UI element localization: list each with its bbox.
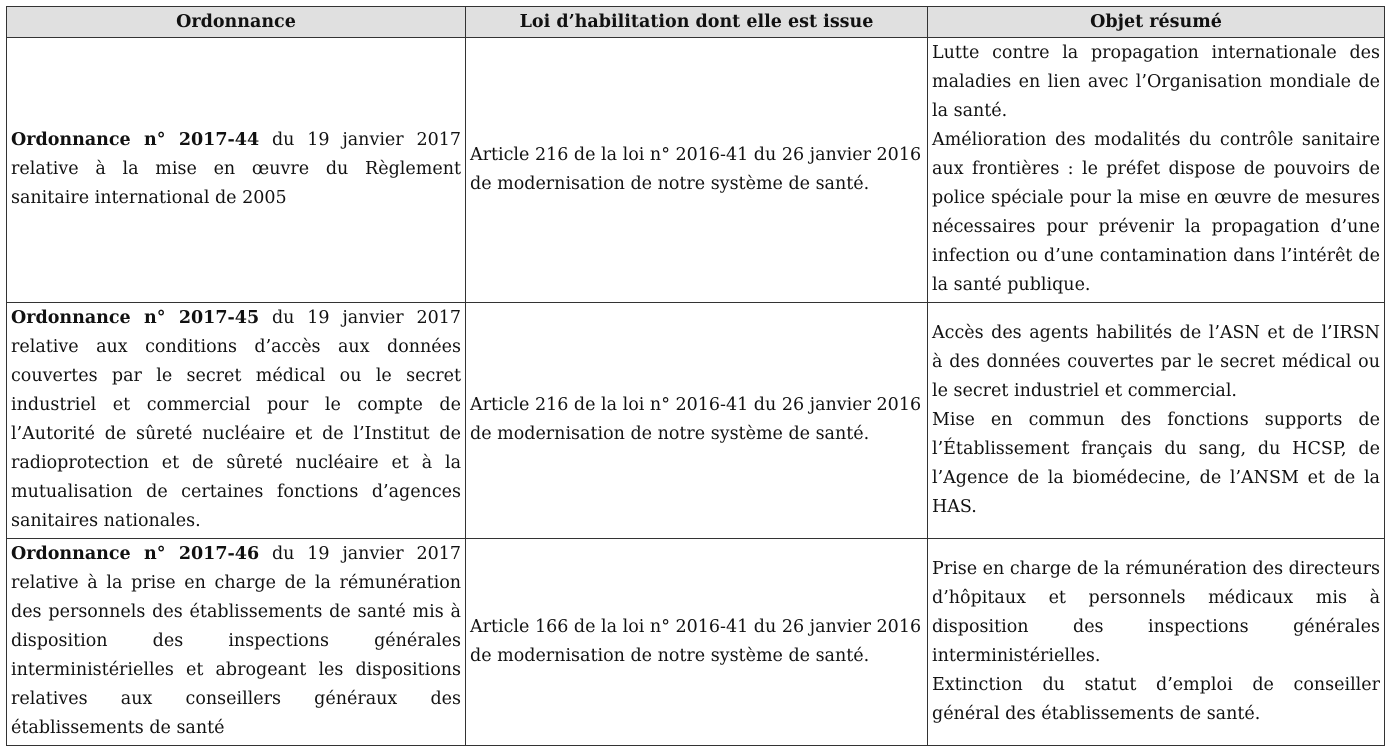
- ordonnances-table-container: [6, 6, 1384, 746]
- loi-cell: Article 216 de la loi n° 2016-41 du 26 janvier 2016 de modernisation de notre système de santé.: [466, 303, 928, 539]
- loi-cell: Article 216 de la loi n° 2016-41 du 26 janvier 2016 de modernisation de notre système de santé.: [466, 38, 928, 303]
- objet-cell: [928, 539, 1385, 746]
- column-header-loi-habilitation: Loi d’habilitation dont elle est issue: [466, 7, 928, 38]
- objet-paragraph: Mise en commun des fonctions supports de l’Établissement français du sang, du HCSP, de l’Agence de la biomédecine, de l’ANSM et de la HAS.: [932, 409, 1380, 517]
- objet-cell: [928, 303, 1385, 539]
- objet-paragraph: Amélioration des modalités du contrôle sanitaire aux frontières : le préfet dispose de pouvoirs de police spéciale pour la mise en œuvre de mesures nécessaires pour prévenir la propagation d’une infection ou d’une contamination dans l’intérêt de la santé publique.: [932, 130, 1380, 295]
- ordonnance-number: Ordonnance n° 2017-46: [11, 544, 260, 564]
- ordonnance-number: Ordonnance n° 2017-45: [11, 308, 260, 328]
- objet-paragraph: Accès des agents habilités de l’ASN et de l’IRSN à des données couvertes par le secret médical ou le secret industriel et commercial.: [932, 322, 1380, 401]
- ordonnances-table: [6, 6, 1385, 746]
- ordonnance-cell: [7, 38, 466, 303]
- objet-paragraph: Lutte contre la propagation internationale des maladies en lien avec l’Organisation mondiale de la santé.: [932, 43, 1380, 121]
- ordonnance-description: du 19 janvier 2017 relative aux conditions d’accès aux données couvertes par le secret médical ou le secret industriel et commercial pour le compte de l’Autorité de sûreté nucléaire et de l’Institut de radioprotection et de sûreté nucléaire et à la mutualisation de certaines fonctions d’agences sanitaires nationales.: [11, 308, 461, 531]
- table-row: [7, 303, 1385, 539]
- ordonnance-description: du 19 janvier 2017 relative à la mise en œuvre du Règlement sanitaire international de 2005: [11, 130, 461, 208]
- ordonnance-cell: [7, 303, 466, 539]
- ordonnance-number: Ordonnance n° 2017-44: [11, 130, 260, 150]
- column-header-ordonnance: Ordonnance: [7, 7, 466, 38]
- column-header-objet-resume: Objet résumé: [928, 7, 1385, 38]
- objet-cell: [928, 38, 1385, 303]
- objet-paragraph: Prise en charge de la rémunération des directeurs d’hôpitaux et personnels médicaux mis à disposition des inspections générales interministérielles.: [932, 558, 1380, 666]
- ordonnance-cell: [7, 539, 466, 746]
- table-row: [7, 539, 1385, 746]
- table-row: [7, 38, 1385, 303]
- ordonnance-description: du 19 janvier 2017 relative à la prise en charge de la rémunération des personnels des établissements de santé mis à disposition des inspections générales interministérielles et abrogeant les dispositions relatives aux conseillers généraux des établissements de santé: [11, 544, 461, 738]
- table-header-row: [7, 7, 1385, 38]
- objet-paragraph: Extinction du statut d’emploi de conseiller général des établissements de santé.: [932, 674, 1380, 724]
- loi-cell: Article 166 de la loi n° 2016-41 du 26 janvier 2016 de modernisation de notre système de santé.: [466, 539, 928, 746]
